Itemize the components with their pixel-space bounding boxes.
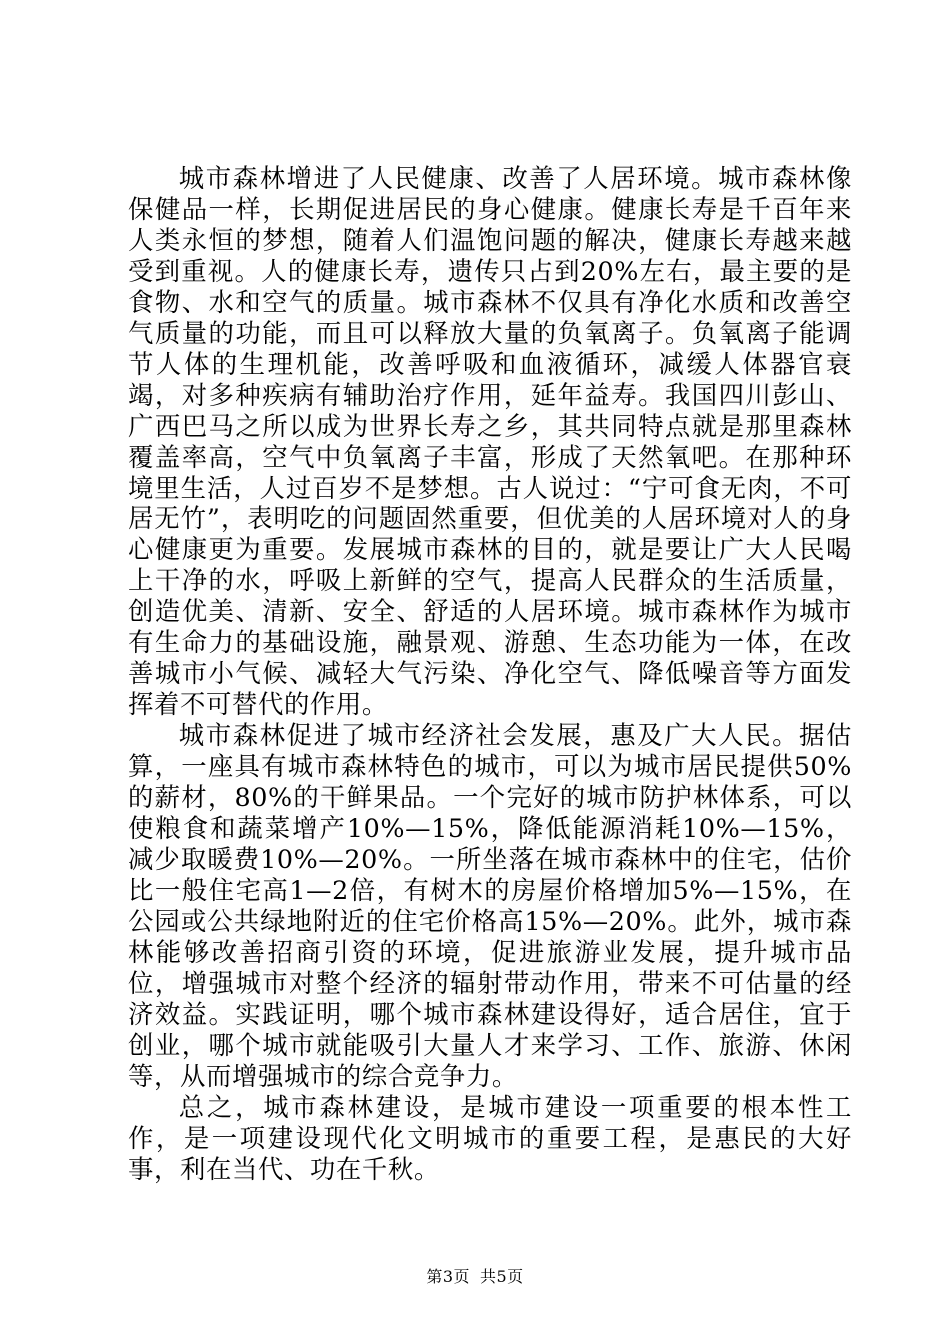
page-footer [0,1267,950,1287]
document-body [128,163,852,1184]
paragraph-conclusion: 总之，城市森林建设，是城市建设一项重要的根本性工作，是一项建设现代化文明城市的重要工程，是惠民的大好事，利在当代、功在千秋。 [128,1091,852,1184]
page-number: 第3页 [426,1267,470,1286]
paragraph-health-environment: 城市森林增进了人民健康、改善了人居环境。城市森林像保健品一样，长期促进居民的身心健康。健康长寿是千百年来人类永恒的梦想，随着人们温饱问题的解决，健康长寿越来越受到重视。人的健康长寿，遗传只占到20%左右，最主要的是食物、水和空气的质量。城市森林不仅具有净化水质和改善空气质量的功能，而且可以释放大量的负氧离子。负氧离子能调节人体的生理机能，改善呼吸和血液循环，减缓人体器官衰竭，对多种疾病有辅助治疗作用，延年益寿。我国四川彭山、广西巴马之所以成为世界长寿之乡，其共同特点就是那里森林覆盖率高，空气中负氧离子丰富，形成了天然氧吧。在那种环境里生活，人过百岁不是梦想。古人说过：“宁可食无肉，不可居无竹”，表明吃的问题固然重要，但优美的人居环境对人的身心健康更为重要。发展城市森林的目的，就是要让广大人民喝上干净的水，呼吸上新鲜的空气，提高人民群众的生活质量，创造优美、清新、安全、舒适的人居环境。城市森林作为城市有生命力的基础设施，融景观、游憩、生态功能为一体，在改善城市小气候、减轻大气污染、净化空气、降低噪音等方面发挥着不可替代的作用。 [128,163,852,720]
page-total: 共5页 [480,1267,524,1286]
paragraph-economic-development: 城市森林促进了城市经济社会发展，惠及广大人民。据估算，一座具有城市森林特色的城市，可以为城市居民提供50%的薪材，80%的干鲜果品。一个完好的城市防护林体系，可以使粮食和蔬菜增产10%—15%，降低能源消耗10%—15%，减少取暖费10%—20%。一所坐落在城市森林中的住宅，估价比一般住宅高1—2倍，有树木的房屋价格增加5%—15%，在公园或公共绿地附近的住宅价格高15%—20%。此外，城市森林能够改善招商引资的环境，促进旅游业发展，提升城市品位，增强城市对整个经济的辐射带动作用，带来不可估量的经济效益。实践证明，哪个城市森林建设得好，适合居住，宜于创业，哪个城市就能吸引大量人才来学习、工作、旅游、休闲等，从而增强城市的综合竞争力。 [128,720,852,1091]
